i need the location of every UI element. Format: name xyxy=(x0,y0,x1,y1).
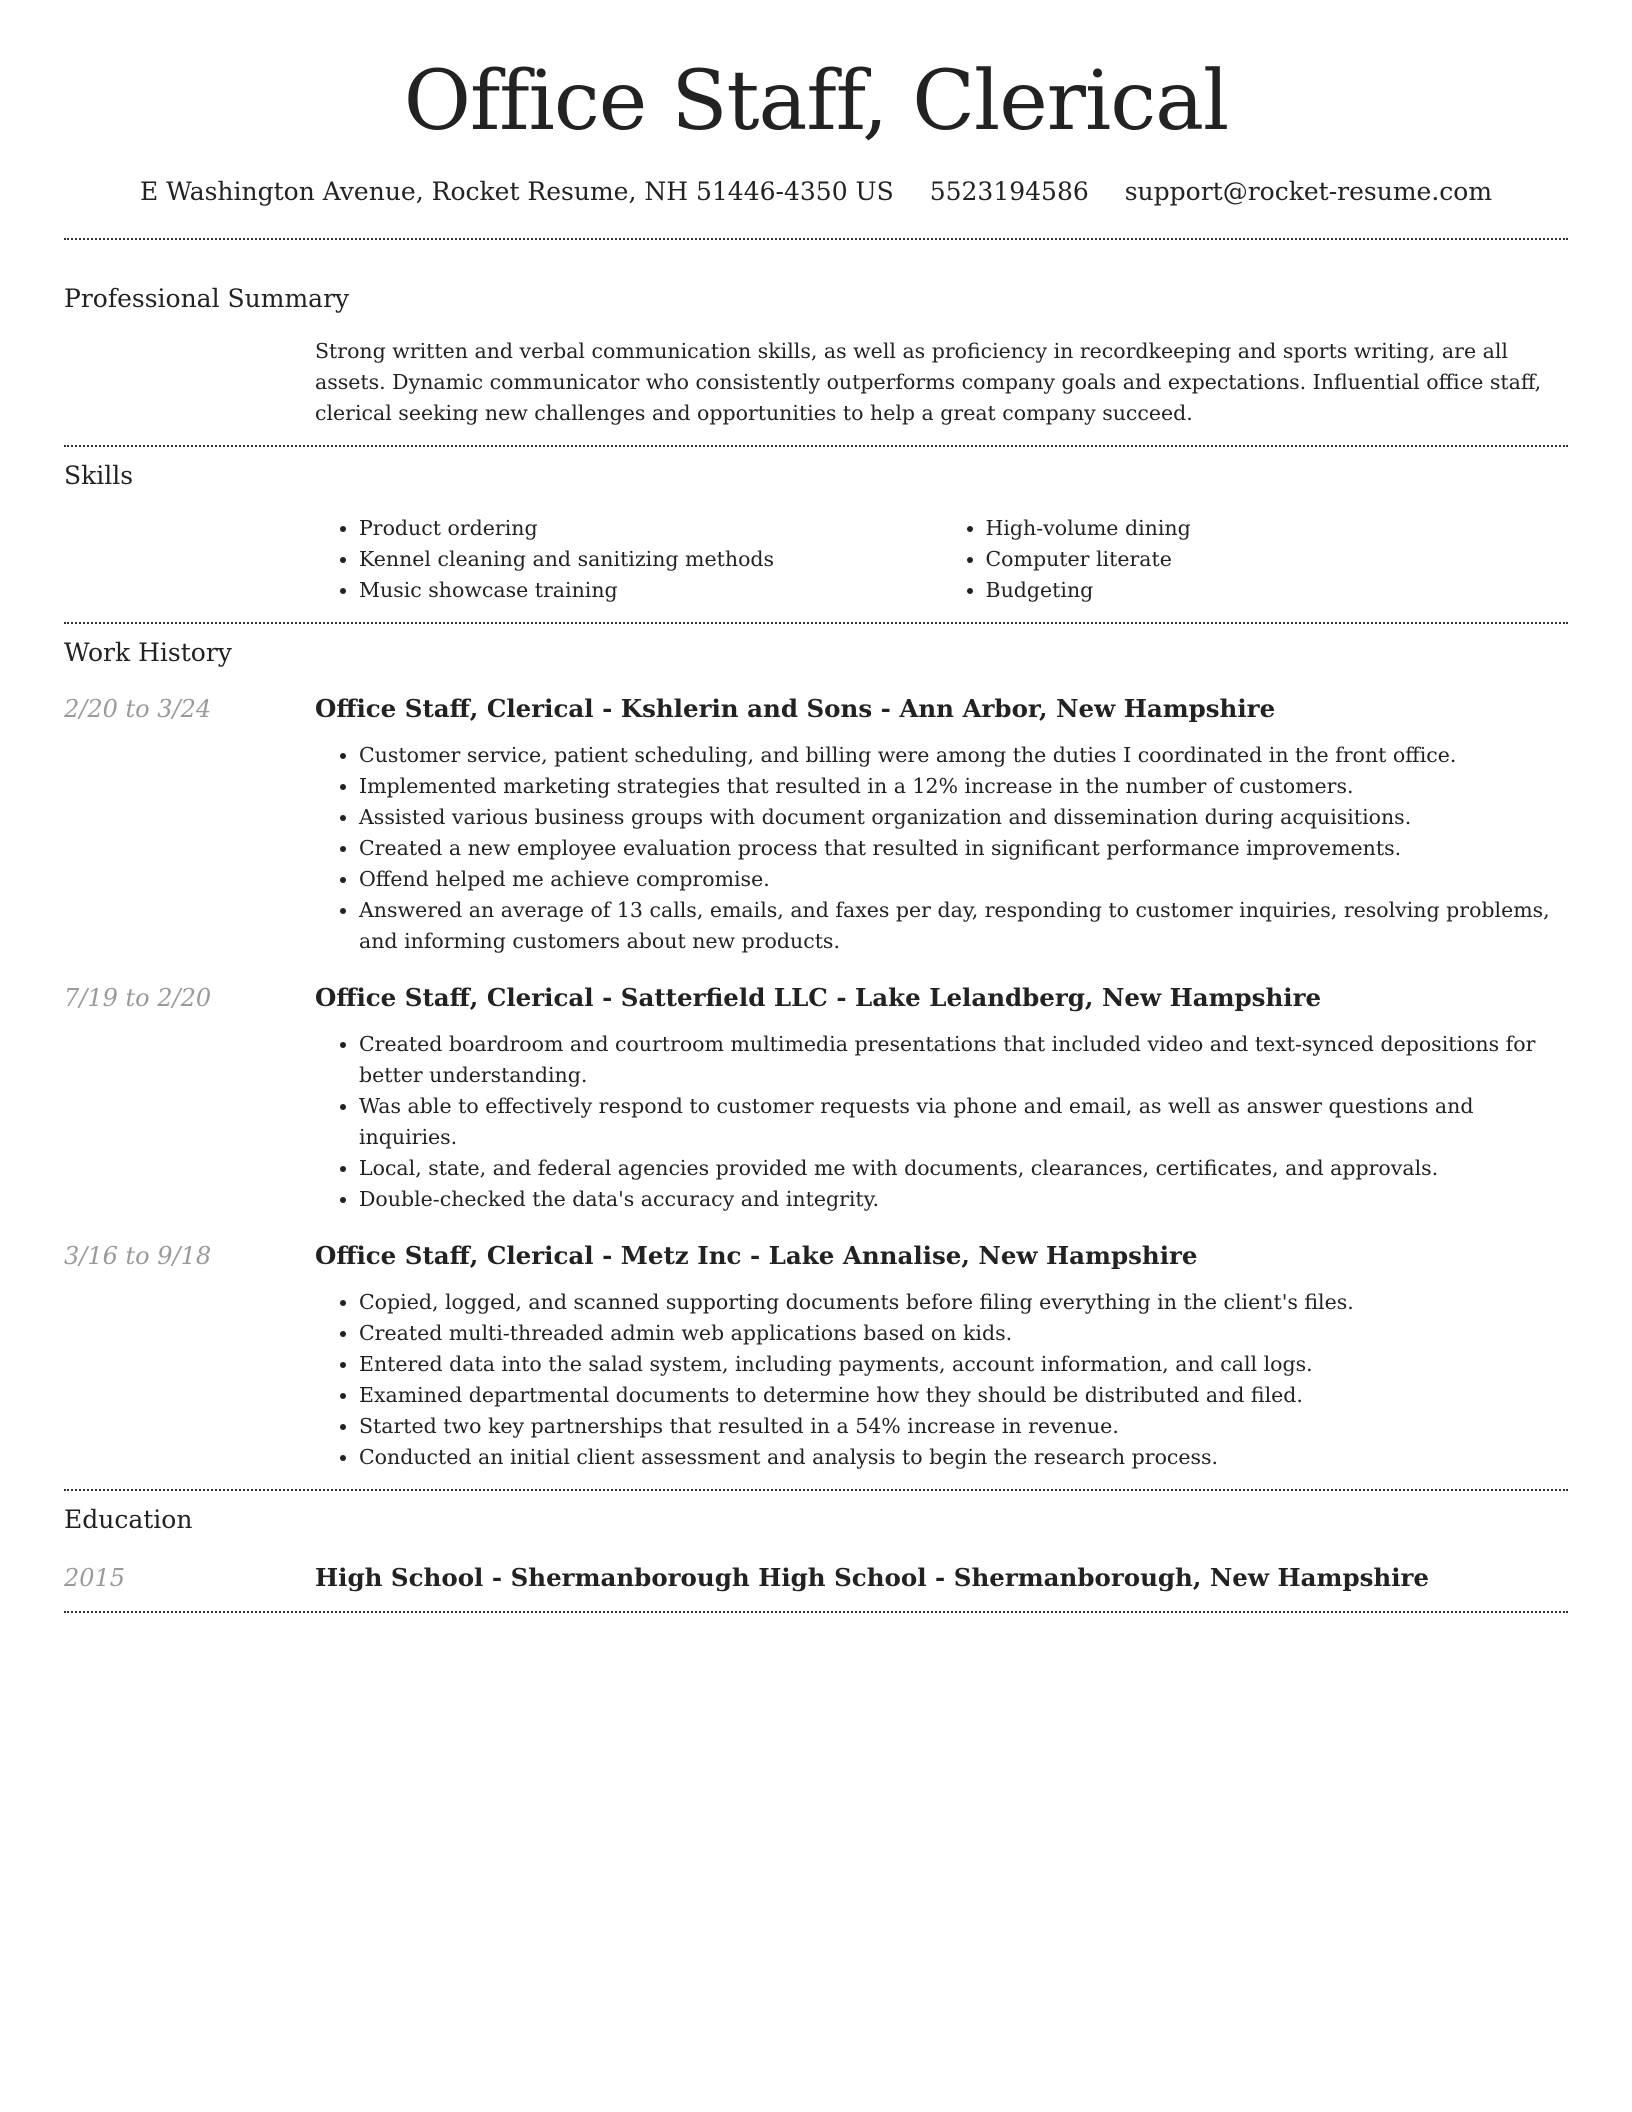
job-bullet: • Conducted an initial client assessment and analysis to begin the research process. xyxy=(359,1442,1568,1473)
job-entry xyxy=(64,981,1568,1215)
skill-item: • High-volume dining xyxy=(986,513,1569,544)
job-bullet: • Answered an average of 13 calls, emails, and faxes per day, responding to customer inquiries, resolving problems, and informing customers about new products. xyxy=(359,895,1568,957)
skills-heading: Skills xyxy=(64,461,134,490)
education-section xyxy=(64,1503,1568,1595)
resume-name: Office Staff, Clerical xyxy=(403,54,1229,149)
job-bullet: • Customer service, patient scheduling, and billing were among the duties I coordinated in the front office. xyxy=(359,740,1568,771)
skill-item: • Product ordering xyxy=(359,513,942,544)
education-year: 2015 xyxy=(64,1564,126,1592)
header-divider xyxy=(64,238,1568,240)
job-bullet: • Examined departmental documents to determine how they should be distributed and filed. xyxy=(359,1380,1568,1411)
contact-line xyxy=(64,174,1568,210)
job-bullet: • Created multi-threaded admin web applications based on kids. xyxy=(359,1318,1568,1349)
skill-item: • Kennel cleaning and sanitizing methods xyxy=(359,544,942,575)
skills-left-column xyxy=(315,513,942,606)
skill-item: • Music showcase training xyxy=(359,575,942,606)
summary-heading: Professional Summary xyxy=(64,284,350,313)
job-bullets xyxy=(315,740,1568,957)
job-bullet: • Offend helped me achieve compromise. xyxy=(359,864,1568,895)
skills-divider xyxy=(64,622,1568,624)
job-bullet: • Created a new employee evaluation process that resulted in significant performance improvements. xyxy=(359,833,1568,864)
contact-phone: 5523194586 xyxy=(929,177,1089,206)
skill-item: • Computer literate xyxy=(986,544,1569,575)
contact-email: support@rocket-resume.com xyxy=(1124,177,1493,206)
job-bullet: • Copied, logged, and scanned supporting documents before filing everything in the client's files. xyxy=(359,1287,1568,1318)
job-dates: 2/20 to 3/24 xyxy=(64,695,212,723)
job-bullet: • Was able to effectively respond to customer requests via phone and email, as well as answer questions and inquiries. xyxy=(359,1091,1568,1153)
job-dates: 7/19 to 2/20 xyxy=(64,984,212,1012)
contact-address: E Washington Avenue, Rocket Resume, NH 51446-4350 US xyxy=(139,177,894,206)
education-body xyxy=(315,1561,1568,1595)
education-title: High School - Shermanborough High School - Shermanborough, New Hampshire xyxy=(315,1563,1429,1592)
skills-grid xyxy=(315,513,1568,606)
job-bullet: • Local, state, and federal agencies provided me with documents, clearances, certificates, and approvals. xyxy=(359,1153,1568,1184)
skill-item: • Budgeting xyxy=(986,575,1569,606)
job-bullet: • Created boardroom and courtroom multimedia presentations that included video and text-synced depositions for better understanding. xyxy=(359,1029,1568,1091)
job-bullet: • Implemented marketing strategies that resulted in a 12% increase in the number of customers. xyxy=(359,771,1568,802)
job-body xyxy=(315,981,1568,1215)
skills-section xyxy=(64,459,1568,622)
education-entry xyxy=(64,1561,1568,1595)
summary-section xyxy=(64,282,1568,445)
job-entry xyxy=(64,692,1568,957)
work-divider xyxy=(64,1489,1568,1491)
work-heading: Work History xyxy=(64,638,232,667)
job-title: Office Staff, Clerical - Kshlerin and Sons - Ann Arbor, New Hampshire xyxy=(315,694,1276,723)
summary-divider xyxy=(64,445,1568,447)
job-dates: 3/16 to 9/18 xyxy=(64,1242,212,1270)
job-bullets xyxy=(315,1029,1568,1215)
job-bullet: • Assisted various business groups with document organization and dissemination during acquisitions. xyxy=(359,802,1568,833)
job-body xyxy=(315,692,1568,957)
education-divider xyxy=(64,1611,1568,1613)
job-bullet: • Double-checked the data's accuracy and integrity. xyxy=(359,1184,1568,1215)
job-bullets xyxy=(315,1287,1568,1473)
job-title: Office Staff, Clerical - Metz Inc - Lake Annalise, New Hampshire xyxy=(315,1241,1198,1270)
work-section xyxy=(64,636,1568,1489)
job-body xyxy=(315,1239,1568,1473)
job-title: Office Staff, Clerical - Satterfield LLC - Lake Lelandberg, New Hampshire xyxy=(315,983,1322,1012)
skills-right-column xyxy=(942,513,1569,606)
education-heading: Education xyxy=(64,1505,193,1534)
job-bullet: • Entered data into the salad system, including payments, account information, and call logs. xyxy=(359,1349,1568,1380)
summary-text: Strong written and verbal communication skills, as well as proficiency in recordkeeping and sports writing, are all assets. Dynamic communicator who consistently outperforms company goals and expectations. Influential office staff, clerical seeking new challenges and opportunities to help a great company succeed. xyxy=(315,339,1542,425)
job-entry xyxy=(64,1239,1568,1473)
job-bullet: • Started two key partnerships that resulted in a 54% increase in revenue. xyxy=(359,1411,1568,1442)
